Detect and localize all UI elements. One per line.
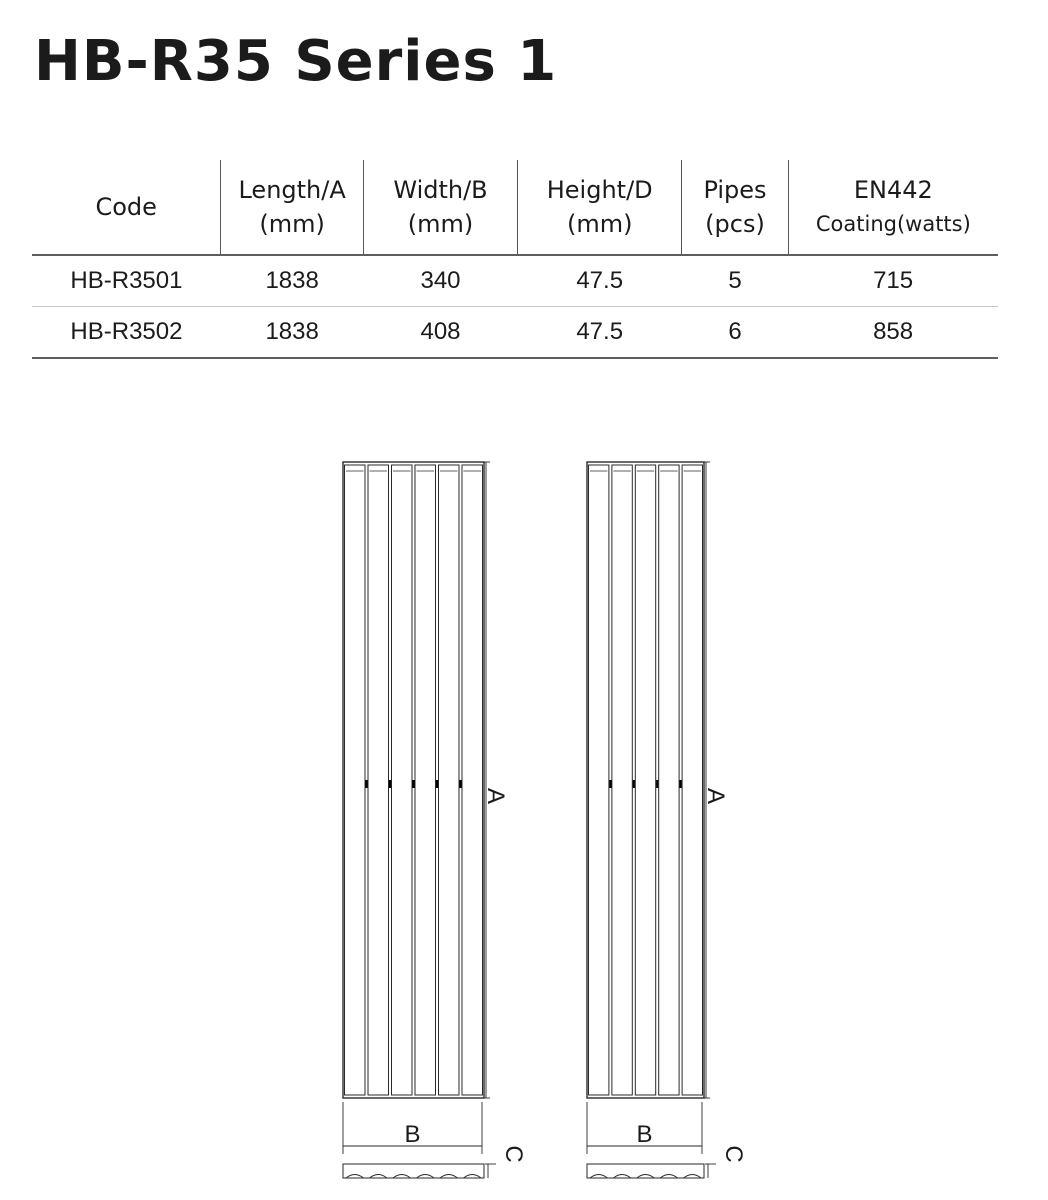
cell-code: HB-R3501: [32, 255, 221, 307]
profile-pipe-arc: [346, 1175, 364, 1179]
dimension-c-label: C: [720, 1145, 747, 1163]
radiator-pipe: [415, 465, 436, 1095]
header-length: Length/A (mm): [221, 160, 364, 255]
dimension-a-label: A: [702, 787, 729, 805]
radiator-profile: [343, 1164, 484, 1178]
profile-pipe-arc: [613, 1175, 630, 1179]
cell-code: HB-R3502: [32, 307, 221, 359]
cell-length: 1838: [221, 307, 364, 359]
header-width: Width/B (mm): [363, 160, 517, 255]
radiator-pipe: [589, 465, 609, 1095]
radiator-pipe: [392, 465, 413, 1095]
page-title: HB-R35 Series 1: [34, 29, 558, 94]
left-radiator-drawing: [343, 462, 527, 1178]
cell-watts: 715: [788, 255, 998, 307]
header-height: Height/D (mm): [518, 160, 682, 255]
radiator-pipe: [368, 465, 389, 1095]
profile-pipe-arc: [393, 1175, 411, 1179]
profile-pipe-arc: [464, 1175, 482, 1179]
dimension-b-label: B: [404, 1121, 421, 1148]
radiator-pipe: [462, 465, 483, 1095]
table-row: [32, 255, 998, 307]
cell-width: 340: [363, 255, 517, 307]
profile-pipe-arc: [417, 1175, 435, 1179]
cell-length: 1838: [221, 255, 364, 307]
profile-pipe-arc: [684, 1175, 701, 1179]
radiator-pipe: [439, 465, 460, 1095]
radiator-pipe: [345, 465, 366, 1095]
radiator-pipe: [612, 465, 632, 1095]
table-header-row: [32, 160, 998, 255]
dimension-a-label: A: [482, 787, 509, 805]
profile-pipe-arc: [660, 1175, 677, 1179]
profile-pipe-arc: [440, 1175, 458, 1179]
dimension-c-label: C: [500, 1145, 527, 1163]
spec-table: [32, 160, 998, 359]
dimension-b-label: B: [636, 1121, 653, 1148]
cell-height: 47.5: [518, 307, 682, 359]
cell-watts: 858: [788, 307, 998, 359]
right-radiator-drawing: [587, 462, 747, 1178]
cell-width: 408: [363, 307, 517, 359]
header-pipes: Pipes (pcs): [682, 160, 788, 255]
profile-pipe-arc: [590, 1175, 607, 1179]
profile-pipe-arc: [637, 1175, 654, 1179]
radiator-pipe: [682, 465, 702, 1095]
cell-pipes: 5: [682, 255, 788, 307]
header-code: Code: [32, 160, 221, 255]
radiator-technical-drawing: [0, 400, 1048, 1200]
radiator-outline: [587, 462, 704, 1098]
table-row: [32, 307, 998, 359]
profile-pipe-arc: [370, 1175, 388, 1179]
cell-pipes: 6: [682, 307, 788, 359]
radiator-pipe: [659, 465, 679, 1095]
header-output: EN442 Coating(watts): [788, 160, 998, 255]
radiator-pipe: [635, 465, 655, 1095]
cell-height: 47.5: [518, 255, 682, 307]
